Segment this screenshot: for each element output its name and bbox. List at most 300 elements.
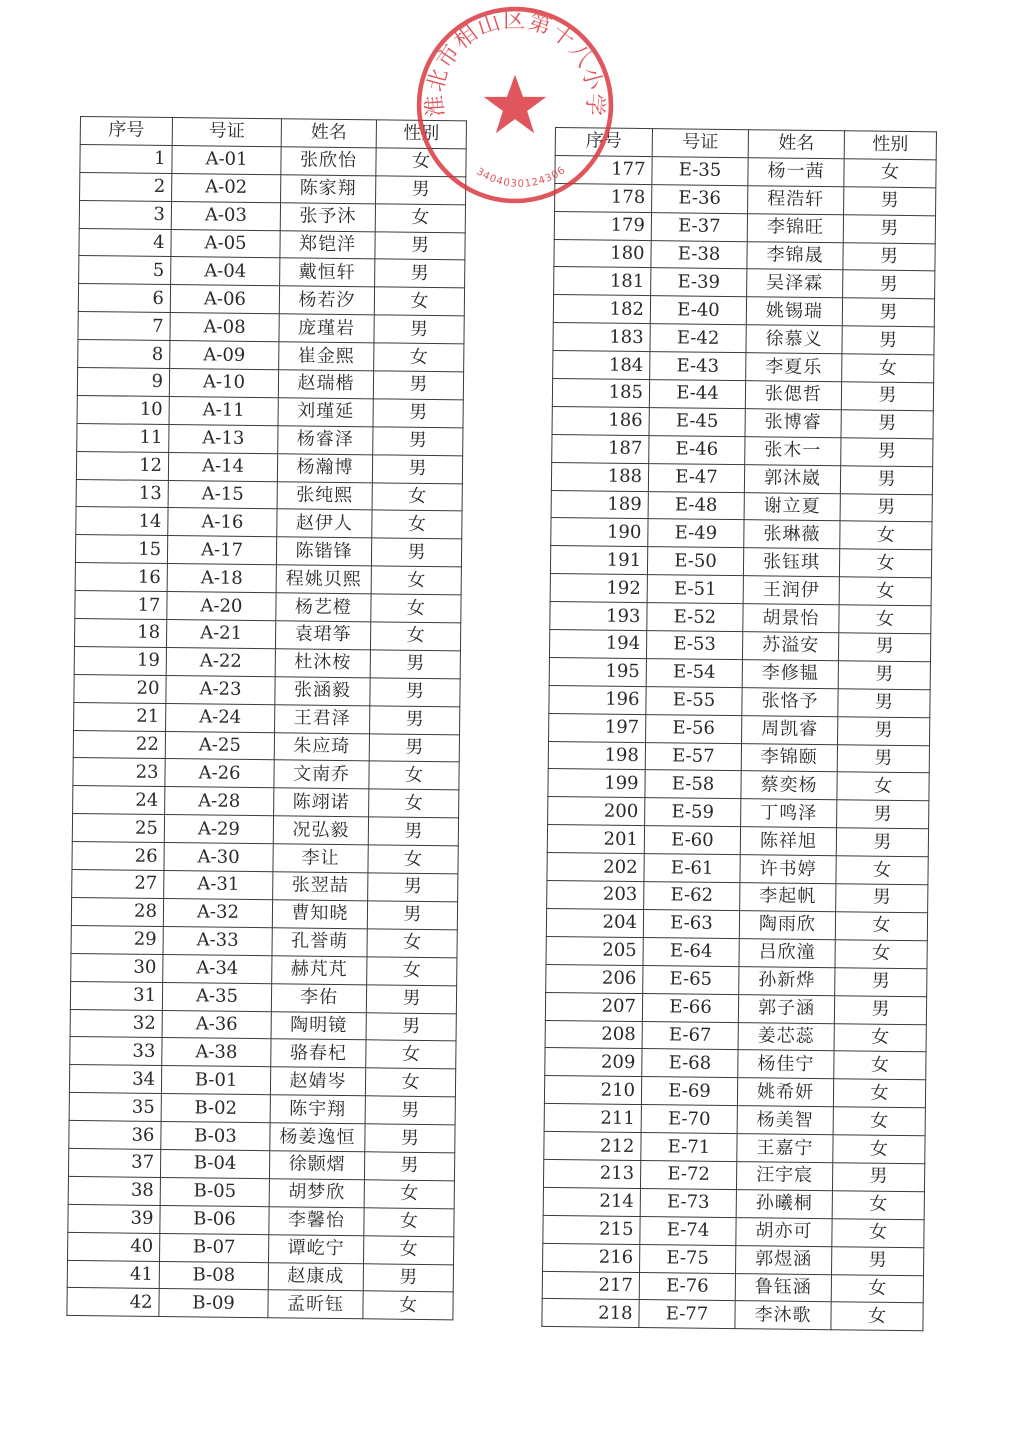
row-cert: A-11 — [169, 396, 278, 425]
table-row — [549, 657, 930, 689]
row-gender: 男 — [364, 1152, 454, 1181]
row-name: 汪宇宸 — [736, 1162, 832, 1191]
table-row — [70, 1009, 456, 1041]
table-row — [552, 379, 933, 411]
row-name: 周凯睿 — [742, 715, 838, 744]
row-gender: 男 — [840, 465, 932, 494]
row-seq: 32 — [70, 1009, 162, 1038]
table-row — [68, 1148, 454, 1180]
table-row — [73, 786, 459, 818]
row-name: 文南乔 — [274, 760, 369, 789]
row-seq: 21 — [74, 702, 166, 731]
row-seq: 7 — [78, 312, 170, 341]
row-cert: A-08 — [170, 313, 279, 342]
row-gender: 男 — [843, 214, 935, 243]
row-gender: 女 — [372, 510, 462, 539]
row-cert: E-42 — [650, 324, 746, 353]
row-name: 杨瀚博 — [277, 453, 372, 482]
row-seq: 218 — [542, 1299, 639, 1328]
row-seq: 183 — [553, 323, 650, 352]
row-gender: 男 — [370, 678, 460, 707]
table-row — [77, 368, 463, 400]
table-row — [75, 563, 461, 595]
row-cert: E-44 — [649, 380, 745, 409]
row-gender: 男 — [841, 410, 933, 439]
table-row — [550, 546, 931, 578]
row-gender: 男 — [368, 873, 458, 902]
row-gender: 女 — [375, 204, 465, 233]
row-cert: A-06 — [170, 285, 279, 314]
row-name: 赫芃芃 — [272, 955, 367, 984]
row-name: 张纯熙 — [277, 481, 372, 510]
row-seq: 187 — [552, 434, 649, 463]
row-gender: 男 — [843, 270, 935, 299]
row-name: 陈家翔 — [281, 175, 376, 204]
table-row — [71, 925, 457, 957]
row-cert: A-22 — [166, 647, 275, 676]
row-seq: 199 — [548, 769, 645, 798]
row-seq: 186 — [552, 406, 649, 435]
header-seq: 序号 — [555, 128, 652, 157]
row-gender: 男 — [836, 884, 928, 913]
row-gender: 女 — [363, 1291, 453, 1320]
table-row — [551, 462, 932, 494]
row-seq: 208 — [545, 1020, 642, 1049]
row-gender: 女 — [833, 1135, 925, 1164]
row-gender: 男 — [842, 326, 934, 355]
table-row — [70, 981, 456, 1013]
row-gender: 女 — [374, 343, 464, 372]
row-name: 李锦晟 — [747, 241, 843, 270]
row-gender: 女 — [831, 1274, 923, 1303]
row-seq: 217 — [542, 1271, 639, 1300]
row-cert: E-59 — [645, 798, 741, 827]
row-name: 郭煜涵 — [736, 1245, 832, 1274]
table-row — [553, 295, 934, 327]
row-seq: 200 — [548, 797, 645, 826]
row-seq: 214 — [543, 1187, 640, 1216]
row-name: 陈锴锋 — [276, 537, 371, 566]
row-seq: 185 — [552, 379, 649, 408]
row-gender: 女 — [376, 148, 466, 177]
row-seq: 201 — [547, 825, 644, 854]
row-seq: 28 — [71, 897, 163, 926]
row-seq: 216 — [543, 1243, 640, 1272]
row-gender: 女 — [844, 159, 936, 188]
row-gender: 女 — [368, 845, 458, 874]
table-row — [551, 518, 932, 550]
row-seq: 39 — [68, 1204, 160, 1233]
table-row — [544, 1132, 925, 1164]
row-gender: 女 — [839, 577, 931, 606]
row-name: 王嘉宁 — [737, 1134, 833, 1163]
row-cert: A-26 — [165, 759, 274, 788]
row-name: 孔誉萌 — [272, 928, 367, 957]
row-seq: 35 — [69, 1093, 161, 1122]
row-name: 张琳薇 — [744, 520, 840, 549]
row-seq: 34 — [69, 1065, 161, 1094]
table-row — [542, 1271, 923, 1303]
row-cert: A-23 — [166, 675, 275, 704]
row-cert: E-50 — [647, 547, 743, 576]
table-row — [78, 340, 464, 372]
table-row — [548, 769, 929, 801]
table-row — [543, 1215, 924, 1247]
table-row — [72, 814, 458, 846]
row-seq: 209 — [545, 1048, 642, 1077]
table-row — [75, 535, 461, 567]
row-name: 张涵毅 — [275, 677, 370, 706]
table-row — [70, 1037, 456, 1069]
row-gender: 女 — [833, 1079, 925, 1108]
row-seq: 26 — [72, 842, 164, 871]
table-row — [78, 312, 464, 344]
row-cert: E-68 — [642, 1049, 738, 1078]
table-row — [69, 1121, 455, 1153]
row-cert: A-13 — [169, 424, 278, 453]
row-cert: B-06 — [160, 1205, 269, 1234]
row-cert: A-10 — [169, 369, 278, 398]
table-row — [74, 674, 460, 706]
row-seq: 17 — [75, 591, 167, 620]
row-seq: 18 — [74, 619, 166, 648]
table-row — [76, 479, 462, 511]
row-gender: 男 — [841, 382, 933, 411]
table-row — [551, 490, 932, 522]
row-seq: 14 — [76, 507, 168, 536]
row-cert: B-08 — [159, 1261, 268, 1290]
row-seq: 10 — [77, 395, 169, 424]
row-gender: 女 — [370, 622, 460, 651]
row-cert: E-37 — [651, 212, 747, 241]
table-row — [543, 1159, 924, 1191]
table-row — [74, 646, 460, 678]
row-name: 陶雨欣 — [739, 911, 835, 940]
row-name: 袁珺筝 — [275, 621, 370, 650]
row-cert: A-03 — [171, 201, 280, 230]
row-gender: 女 — [832, 1218, 924, 1247]
row-cert: E-48 — [648, 491, 744, 520]
row-seq: 211 — [544, 1104, 641, 1133]
row-gender: 男 — [838, 716, 930, 745]
row-seq: 215 — [543, 1215, 640, 1244]
table-row — [74, 619, 460, 651]
row-name: 杨美智 — [737, 1106, 833, 1135]
row-seq: 41 — [67, 1260, 159, 1289]
row-gender: 女 — [834, 1051, 926, 1080]
row-name: 李修韫 — [742, 660, 838, 689]
table-row — [549, 713, 930, 745]
row-seq: 206 — [546, 964, 643, 993]
table-row — [73, 730, 459, 762]
row-gender: 女 — [367, 957, 457, 986]
row-name: 张偲哲 — [745, 381, 841, 410]
row-gender: 女 — [834, 1023, 926, 1052]
row-cert: E-47 — [648, 463, 744, 492]
row-gender: 男 — [837, 800, 929, 829]
row-seq: 29 — [71, 925, 163, 954]
row-gender: 女 — [835, 912, 927, 941]
row-name: 杨睿泽 — [278, 426, 373, 455]
row-name: 郭沐崴 — [744, 464, 840, 493]
row-gender: 男 — [835, 967, 927, 996]
row-gender: 男 — [372, 455, 462, 484]
header-cert: 号证 — [652, 129, 748, 158]
row-gender: 女 — [365, 1068, 455, 1097]
row-gender: 女 — [366, 1040, 456, 1069]
row-cert: E-77 — [639, 1300, 735, 1329]
row-cert: A-17 — [167, 536, 276, 565]
row-name: 徐颢熠 — [269, 1151, 364, 1180]
row-gender: 女 — [372, 482, 462, 511]
row-cert: E-49 — [648, 519, 744, 548]
row-seq: 31 — [70, 981, 162, 1010]
row-seq: 36 — [69, 1121, 161, 1150]
row-cert: E-60 — [644, 826, 740, 855]
row-name: 李锦旺 — [747, 213, 843, 242]
row-seq: 5 — [79, 256, 171, 285]
row-seq: 192 — [550, 574, 647, 603]
table-row — [68, 1232, 454, 1264]
row-seq: 181 — [554, 267, 651, 296]
row-name: 孙新烨 — [739, 966, 835, 995]
row-cert: A-24 — [166, 703, 275, 732]
row-seq: 213 — [543, 1159, 640, 1188]
row-gender: 男 — [365, 1096, 455, 1125]
row-seq: 2 — [80, 172, 172, 201]
row-seq: 195 — [549, 657, 646, 686]
row-name: 苏溢安 — [742, 632, 838, 661]
row-seq: 191 — [550, 546, 647, 575]
row-gender: 男 — [834, 995, 926, 1024]
row-name: 赵瑞楷 — [278, 370, 373, 399]
row-gender: 男 — [376, 176, 466, 205]
table-row — [548, 741, 929, 773]
row-name: 张钰琪 — [743, 548, 839, 577]
table-row — [72, 842, 458, 874]
row-name: 王君泽 — [275, 704, 370, 733]
row-seq: 188 — [551, 462, 648, 491]
table-row — [69, 1065, 455, 1097]
table-row — [553, 351, 934, 383]
table-row — [546, 936, 927, 968]
row-gender: 女 — [840, 521, 932, 550]
table-row — [553, 323, 934, 355]
table-row — [555, 155, 936, 187]
row-seq: 13 — [76, 479, 168, 508]
table-row — [76, 507, 462, 539]
row-cert: A-32 — [163, 898, 272, 927]
star-icon — [484, 75, 547, 134]
row-gender: 女 — [367, 929, 457, 958]
row-gender: 女 — [374, 287, 464, 316]
row-name: 赵康成 — [268, 1262, 363, 1291]
row-seq: 8 — [78, 340, 170, 369]
roster-body-right — [542, 155, 936, 1331]
row-cert: E-57 — [645, 742, 741, 771]
row-cert: A-05 — [171, 229, 280, 258]
row-gender: 男 — [373, 371, 463, 400]
row-name: 李佑 — [271, 983, 366, 1012]
row-gender: 男 — [365, 1124, 455, 1153]
row-name: 庞瑾岩 — [279, 314, 374, 343]
row-seq: 210 — [544, 1076, 641, 1105]
row-gender: 男 — [363, 1263, 453, 1292]
row-gender: 男 — [375, 259, 465, 288]
row-cert: A-14 — [168, 452, 277, 481]
row-seq: 193 — [550, 602, 647, 631]
row-name: 况弘毅 — [273, 816, 368, 845]
row-name: 吕欣潼 — [739, 938, 835, 967]
row-seq: 30 — [71, 953, 163, 982]
header-name: 姓名 — [281, 119, 376, 148]
row-seq: 15 — [75, 535, 167, 564]
row-seq: 207 — [545, 992, 642, 1021]
row-seq: 40 — [68, 1232, 160, 1261]
table-row — [71, 953, 457, 985]
row-name: 李让 — [273, 844, 368, 873]
row-gender: 男 — [373, 399, 463, 428]
row-cert: E-72 — [640, 1160, 736, 1189]
table-row — [549, 630, 930, 662]
row-name: 谢立夏 — [744, 492, 840, 521]
row-gender: 男 — [366, 984, 456, 1013]
row-gender: 女 — [831, 1302, 923, 1331]
row-seq: 12 — [76, 451, 168, 480]
row-cert: E-55 — [646, 686, 742, 715]
row-cert: A-01 — [172, 145, 281, 174]
table-row — [71, 897, 457, 929]
table-row — [552, 434, 933, 466]
row-gender: 男 — [366, 1012, 456, 1041]
row-name: 王润伊 — [743, 576, 839, 605]
row-gender: 女 — [833, 1107, 925, 1136]
row-cert: B-09 — [159, 1289, 268, 1318]
row-cert: A-09 — [170, 341, 279, 370]
row-gender: 男 — [844, 187, 936, 216]
table-row — [554, 239, 935, 271]
row-seq: 27 — [72, 870, 164, 899]
row-cert: A-36 — [162, 1010, 271, 1039]
table-row — [73, 758, 459, 790]
row-name: 李沐歌 — [735, 1301, 831, 1330]
row-gender: 女 — [842, 354, 934, 383]
row-seq: 4 — [79, 228, 171, 257]
row-gender: 男 — [370, 706, 460, 735]
row-seq: 25 — [72, 814, 164, 843]
row-cert: E-52 — [647, 603, 743, 632]
row-name: 杨若汐 — [279, 286, 374, 315]
row-cert: E-66 — [642, 993, 738, 1022]
row-name: 杨艺橙 — [276, 593, 371, 622]
row-cert: E-73 — [640, 1188, 736, 1217]
header-name: 姓名 — [748, 130, 844, 159]
row-gender: 男 — [371, 538, 461, 567]
row-gender: 男 — [368, 817, 458, 846]
row-cert: A-02 — [172, 173, 281, 202]
row-cert: E-40 — [650, 296, 746, 325]
table-row — [79, 256, 465, 288]
row-cert: A-15 — [168, 480, 277, 509]
table-row — [69, 1093, 455, 1125]
table-row — [68, 1204, 454, 1236]
row-seq: 178 — [555, 183, 652, 212]
row-cert: E-75 — [640, 1244, 736, 1273]
row-seq: 33 — [70, 1037, 162, 1066]
row-name: 程浩轩 — [748, 185, 844, 214]
row-cert: E-70 — [641, 1105, 737, 1134]
row-name: 李馨怡 — [269, 1206, 364, 1235]
row-name: 郭子涵 — [738, 994, 834, 1023]
table-row — [543, 1187, 924, 1219]
table-row — [547, 825, 928, 857]
row-seq: 19 — [74, 646, 166, 675]
row-name: 张予沐 — [280, 202, 375, 231]
row-cert: A-35 — [162, 982, 271, 1011]
row-cert: A-34 — [163, 954, 272, 983]
row-cert: A-21 — [166, 620, 275, 649]
row-gender: 男 — [373, 427, 463, 456]
table-row — [75, 591, 461, 623]
row-name: 张博睿 — [745, 409, 841, 438]
row-seq: 3 — [79, 200, 171, 229]
row-gender: 女 — [364, 1235, 454, 1264]
row-cert: E-67 — [642, 1021, 738, 1050]
row-name: 许书婷 — [740, 855, 836, 884]
table-row — [80, 172, 466, 204]
table-row — [79, 228, 465, 260]
row-gender: 男 — [842, 298, 934, 327]
row-name: 赵伊人 — [277, 509, 372, 538]
row-seq: 202 — [547, 853, 644, 882]
row-seq: 196 — [549, 685, 646, 714]
row-cert: A-25 — [165, 731, 274, 760]
row-seq: 203 — [547, 881, 644, 910]
row-gender: 男 — [832, 1163, 924, 1192]
row-name: 崔金熙 — [279, 342, 374, 371]
header-gender: 性别 — [376, 120, 466, 149]
table-row — [79, 200, 465, 232]
row-cert: E-46 — [649, 435, 745, 464]
row-cert: A-29 — [164, 815, 273, 844]
table-row — [554, 211, 935, 243]
row-cert: B-03 — [161, 1122, 270, 1151]
row-cert: A-04 — [171, 257, 280, 286]
table-row — [545, 1020, 926, 1052]
row-cert: A-16 — [168, 508, 277, 537]
row-seq: 177 — [555, 155, 652, 184]
row-cert: A-18 — [167, 564, 276, 593]
row-seq: 24 — [73, 786, 165, 815]
row-seq: 16 — [75, 563, 167, 592]
row-cert: E-53 — [646, 631, 742, 660]
row-gender: 女 — [369, 789, 459, 818]
header-row — [80, 117, 466, 149]
table-row — [76, 451, 462, 483]
row-cert: A-38 — [162, 1038, 271, 1067]
row-name: 杜沐桉 — [275, 649, 370, 678]
table-row — [67, 1288, 453, 1320]
row-name: 张欣怡 — [281, 147, 376, 176]
row-seq: 38 — [68, 1176, 160, 1205]
row-name: 陈翊诺 — [274, 788, 369, 817]
row-seq: 205 — [546, 936, 643, 965]
row-name: 孟昕钰 — [268, 1290, 363, 1319]
row-seq: 194 — [549, 630, 646, 659]
table-row — [543, 1243, 924, 1275]
row-cert: E-76 — [639, 1272, 735, 1301]
table-row — [544, 1076, 925, 1108]
